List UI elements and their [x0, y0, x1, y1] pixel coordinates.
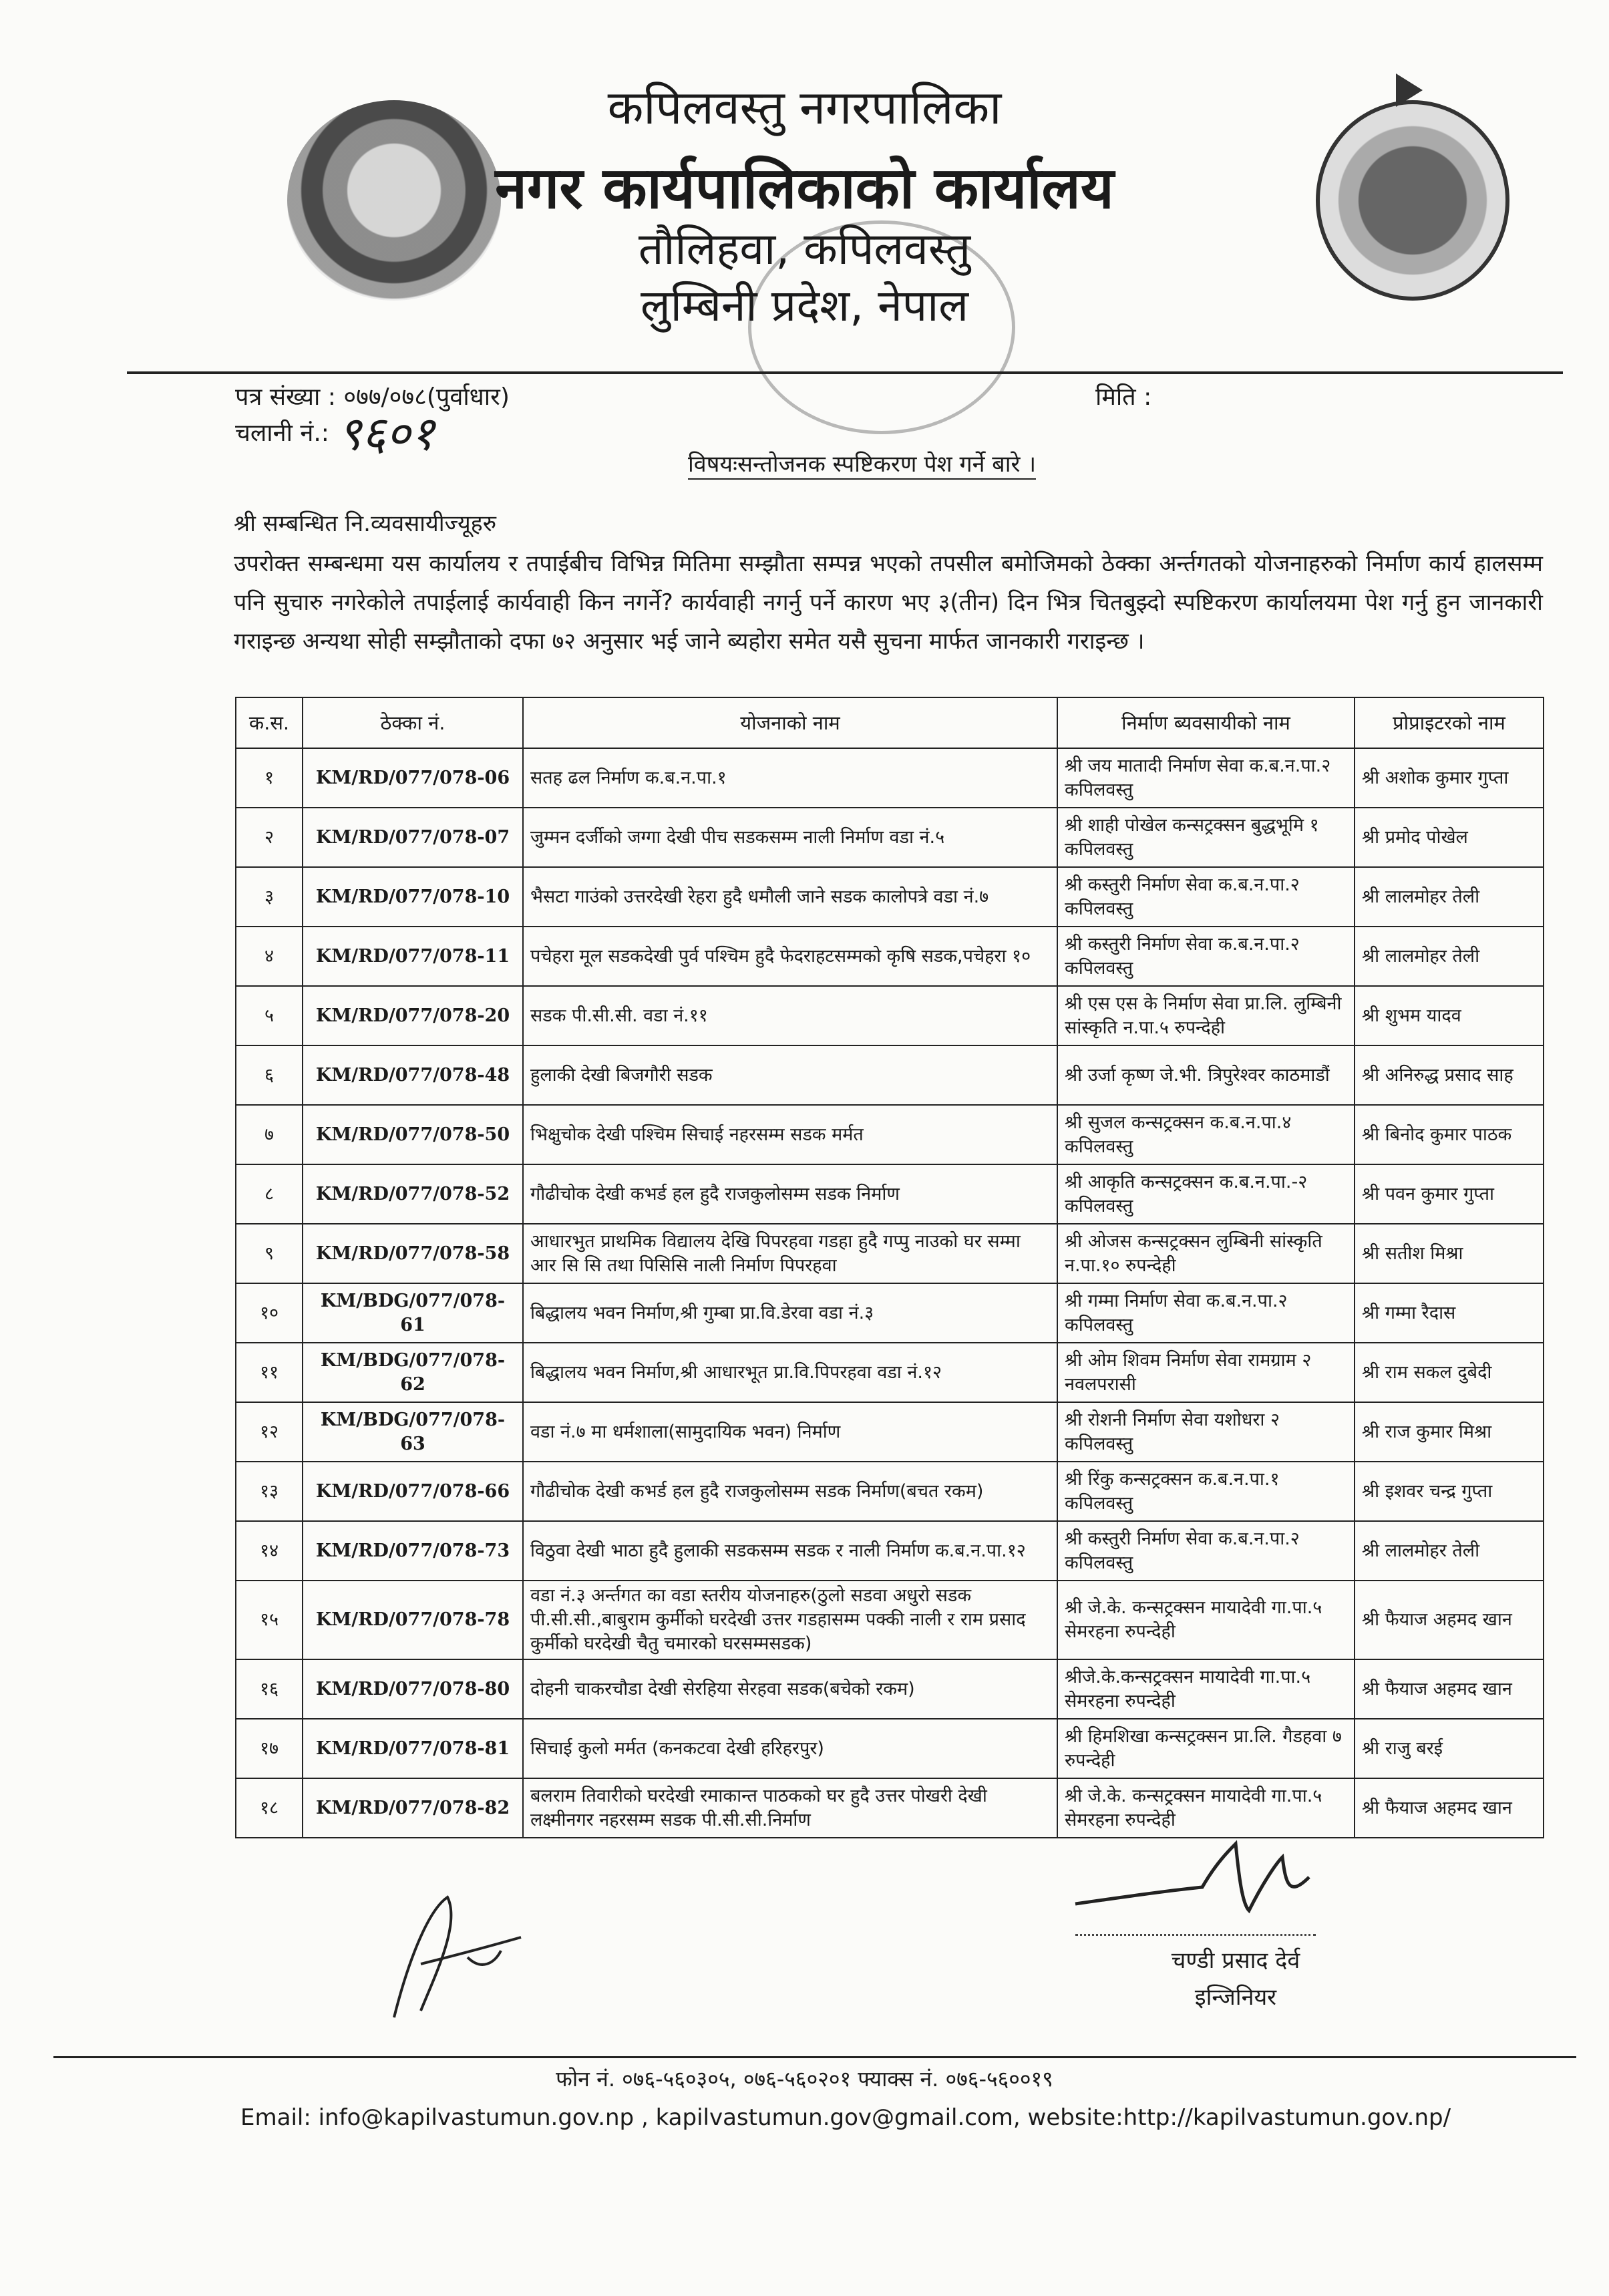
- row-project-name: विठुवा देखी भाठा हुदै हुलाकी सडकसम्म सडक र नाली निर्माण क.ब.न.पा.१२: [523, 1521, 1057, 1581]
- row-contractor: श्री हिमशिखा कन्सट्रक्सन प्रा.लि. गैडहवा ७ रुपन्देही: [1057, 1719, 1355, 1778]
- table-row: [236, 1402, 1544, 1462]
- row-proprietor: श्री शुभम यादव: [1355, 986, 1544, 1045]
- row-proprietor: श्री पवन कुमार गुप्ता: [1355, 1164, 1544, 1224]
- row-contract-no: KM/RD/077/078-81: [303, 1719, 523, 1778]
- row-contract-no: KM/RD/077/078-80: [303, 1659, 523, 1719]
- row-contractor: श्री रिंकु कन्सट्रक्सन क.ब.न.पा.१ कपिलवस्तु: [1057, 1462, 1355, 1521]
- row-proprietor: श्री लालमोहर तेली: [1355, 1521, 1544, 1581]
- table-row: [236, 748, 1544, 808]
- table-row: [236, 1224, 1544, 1283]
- row-project-name: पचेहरा मूल सडकदेखी पुर्व पश्चिम हुदै फेदराहटसम्मको कृषि सडक,पचेहरा १०: [523, 927, 1057, 986]
- row-project-name: गौढीचोक देखी कभर्ड हल हुदै राजकुलोसम्म सडक निर्माण(बचत रकम): [523, 1462, 1057, 1521]
- col-header-sn: क.स.: [236, 697, 303, 748]
- row-contract-no: KM/RD/077/078-48: [303, 1045, 523, 1105]
- row-sn: ७: [236, 1105, 303, 1164]
- dispatch-number-handwritten: ९६०१: [337, 406, 435, 461]
- table-row: [236, 986, 1544, 1045]
- row-contract-no: KM/RD/077/078-07: [303, 808, 523, 867]
- row-project-name: गौढीचोक देखी कभर्ड हल हुदै राजकुलोसम्म सडक निर्माण: [523, 1164, 1057, 1224]
- row-sn: १८: [236, 1778, 303, 1838]
- row-project-name: आधारभुत प्राथमिक विद्यालय देखि पिपरहवा गडहा हुदै गप्पु नाउको घर सम्मा आर सि सि तथा पिसिसि नाली निर्माण पिपरहवा: [523, 1224, 1057, 1283]
- row-sn: ३: [236, 867, 303, 927]
- row-contractor: श्री कस्तुरी निर्माण सेवा क.ब.न.पा.२ कपिलवस्तु: [1057, 927, 1355, 986]
- row-contract-no: KM/BDG/077/078-63: [303, 1402, 523, 1462]
- table-row: [236, 808, 1544, 867]
- row-sn: १३: [236, 1462, 303, 1521]
- row-sn: १४: [236, 1521, 303, 1581]
- row-sn: ११: [236, 1343, 303, 1402]
- row-proprietor: श्री अशोक कुमार गुप्ता: [1355, 748, 1544, 808]
- row-project-name: वडा नं.३ अर्न्तगत का वडा स्तरीय योजनाहरु(ठुलो सडवा अधुरो सडक पी.सी.सी.,बाबुराम कुर्मीको घरदेखी उत्तर गडहासम्म पक्की नाली र राम प्रसाद कुर्मीको घरदेखी चैतु चमारको घरसम्मसडक): [523, 1581, 1057, 1659]
- row-proprietor: श्री सतीश मिश्रा: [1355, 1224, 1544, 1283]
- left-signature: [367, 1884, 541, 2037]
- row-proprietor: श्री फैयाज अहमद खान: [1355, 1659, 1544, 1719]
- row-project-name: सिचाई कुलो मर्मत (कनकटवा देखी हरिहरपुर): [523, 1719, 1057, 1778]
- engineer-signature: [1069, 1824, 1322, 1931]
- footer-divider: [53, 2056, 1576, 2058]
- row-contract-no: KM/RD/077/078-20: [303, 986, 523, 1045]
- row-contract-no: KM/RD/077/078-10: [303, 867, 523, 927]
- row-proprietor: श्री राम सकल दुबेदी: [1355, 1343, 1544, 1402]
- row-contractor: श्री सुजल कन्सट्रक्सन क.ब.न.पा.४ कपिलवस्तु: [1057, 1105, 1355, 1164]
- row-contract-no: KM/BDG/077/078-62: [303, 1343, 523, 1402]
- row-contract-no: KM/RD/077/078-73: [303, 1521, 523, 1581]
- table-row: [236, 1719, 1544, 1778]
- signature-line: [1075, 1934, 1316, 1936]
- row-contractor: श्री ओजस कन्सट्रक्सन लुम्बिनी सांस्कृति न.पा.१० रुपन्देही: [1057, 1224, 1355, 1283]
- table-row: [236, 927, 1544, 986]
- table-row: [236, 1105, 1544, 1164]
- row-sn: ४: [236, 927, 303, 986]
- table-row: [236, 1462, 1544, 1521]
- row-project-name: जुम्मन दर्जीको जग्गा देखी पीच सडकसम्म नाली निर्माण वडा नं.५: [523, 808, 1057, 867]
- row-proprietor: श्री प्रमोद पोखेल: [1355, 808, 1544, 867]
- table-header-row: [236, 697, 1544, 748]
- row-contractor: श्री गम्मा निर्माण सेवा क.ब.न.पा.२ कपिलवस्तु: [1057, 1283, 1355, 1343]
- row-sn: १: [236, 748, 303, 808]
- row-contract-no: KM/RD/077/078-82: [303, 1778, 523, 1838]
- col-header-contractor: निर्माण ब्यवसायीको नाम: [1057, 697, 1355, 748]
- row-contract-no: KM/RD/077/078-52: [303, 1164, 523, 1224]
- row-proprietor: श्री बिनोद कुमार पाठक: [1355, 1105, 1544, 1164]
- row-proprietor: श्री फैयाज अहमद खान: [1355, 1581, 1544, 1659]
- header-municipality-name: कपिलवस्तु नगरपालिका: [607, 80, 1002, 135]
- table-row: [236, 1045, 1544, 1105]
- row-project-name: बलराम तिवारीको घरदेखी रमाकान्त पाठकको घर हुदै उत्तर पोखरी देखी लक्ष्मीनगर नहरसम्म सडक पी.सी.सी.निर्माण: [523, 1778, 1057, 1838]
- header-address-line: तौलिहवा, कपिलवस्तु: [638, 223, 971, 275]
- row-project-name: सडक पी.सी.सी. वडा नं.११: [523, 986, 1057, 1045]
- table-row: [236, 1581, 1544, 1659]
- col-header-proprietor: प्रोप्राइटरको नाम: [1355, 697, 1544, 748]
- row-contract-no: KM/RD/077/078-58: [303, 1224, 523, 1283]
- dispatch-label: चलानी नं.:: [235, 420, 329, 447]
- salutation: श्री सम्बन्धित नि.व्यवसायीज्यूहरु: [234, 510, 497, 537]
- row-proprietor: श्री अनिरुद्ध प्रसाद साह: [1355, 1045, 1544, 1105]
- signatory-title: इन्जिनियर: [1194, 1984, 1277, 2011]
- row-contractor: श्री एस एस के निर्माण सेवा प्रा.लि. लुम्बिनी सांस्कृति न.पा.५ रुपन्देही: [1057, 986, 1355, 1045]
- row-proprietor: श्री गम्मा रैदास: [1355, 1283, 1544, 1343]
- row-proprietor: श्री लालमोहर तेली: [1355, 927, 1544, 986]
- row-sn: ८: [236, 1164, 303, 1224]
- row-contract-no: KM/BDG/077/078-61: [303, 1283, 523, 1343]
- row-contract-no: KM/RD/077/078-50: [303, 1105, 523, 1164]
- body-paragraph: उपरोक्त सम्बन्धमा यस कार्यालय र तपाईबीच विभिन्न मितिमा सम्झौता सम्पन्न भएको तपसील बमोजिमको ठेक्का अर्न्तगतको योजनाहरुको निर्माण कार्य हालसम्म पनि सुचारु नगरेकोले तपाईलाई कार्यवाही किन नगर्ने? कार्यवाही नगर्नु पर्ने कारण भए ३(तीन) दिन भित्र चितबुझ्दो स्पष्टिकरण कार्यालयमा पेश गर्नु हुन जानकारी गराइन्छ अन्यथा सोही सम्झौताको दफा ७२ अनुसार भई जाने ब्यहोरा समेत यसै सुचना मार्फत जानकारी गराइन्छ ।: [234, 550, 1543, 655]
- row-contractor: श्रीजे.के.कन्सट्रक्सन मायादेवी गा.पा.५ सेमरहना रुपन्देही: [1057, 1659, 1355, 1719]
- table-row: [236, 1164, 1544, 1224]
- header-office-name: नगर कार्यपालिकाको कार्यालय: [495, 155, 1114, 222]
- table-row: [236, 1283, 1544, 1343]
- row-contractor: श्री रोशनी निर्माण सेवा यशोधरा २ कपिलवस्तु: [1057, 1402, 1355, 1462]
- footer-phone: फोन नं. ०७६-५६०३०५, ०७६-५६०२०१ फ्याक्स नं. ०७६-५६००१९: [556, 2066, 1053, 2092]
- row-sn: ६: [236, 1045, 303, 1105]
- row-sn: १६: [236, 1659, 303, 1719]
- row-sn: १७: [236, 1719, 303, 1778]
- row-contract-no: KM/RD/077/078-66: [303, 1462, 523, 1521]
- table-row: [236, 1778, 1544, 1838]
- letter-number: पत्र संख्या : ०७७/०७८(पुर्वाधार): [235, 383, 510, 411]
- subject-line: विषयःसन्तोजनक स्पष्टिकरण पेश गर्ने बारे ।: [688, 448, 1036, 480]
- table-row: [236, 1343, 1544, 1402]
- row-sn: १२: [236, 1402, 303, 1462]
- row-project-name: भैसटा गाउंको उत्तरदेखी रेहरा हुदै धमौली जाने सडक कालोपत्रे वडा नं.७: [523, 867, 1057, 927]
- col-header-contract-no: ठेक्का नं.: [303, 697, 523, 748]
- col-header-project: योजनाको नाम: [523, 697, 1057, 748]
- row-proprietor: श्री इशवर चन्द्र गुप्ता: [1355, 1462, 1544, 1521]
- row-proprietor: श्री राजु बरई: [1355, 1719, 1544, 1778]
- row-proprietor: श्री फैयाज अहमद खान: [1355, 1778, 1544, 1838]
- row-contract-no: KM/RD/077/078-78: [303, 1581, 523, 1659]
- header-province-line: लुम्बिनी प्रदेश, नेपाल: [640, 280, 969, 331]
- row-proprietor: श्री राज कुमार मिश्रा: [1355, 1402, 1544, 1462]
- signatory-name: चण्डी प्रसाद देर्व: [1171, 1947, 1300, 1974]
- contracts-table: [235, 697, 1544, 1838]
- row-contractor: श्री जे.के. कन्सट्रक्सन मायादेवी गा.पा.५ सेमरहना रुपन्देही: [1057, 1778, 1355, 1838]
- row-project-name: दोहनी चाकरचौडा देखी सेरहिया सेरहवा सडक(बचेको रकम): [523, 1659, 1057, 1719]
- row-contractor: श्री ओम शिवम निर्माण सेवा रामग्राम २ नवलपरासी: [1057, 1343, 1355, 1402]
- date-label: मिति :: [1095, 383, 1152, 411]
- table-row: [236, 1659, 1544, 1719]
- row-contract-no: KM/RD/077/078-11: [303, 927, 523, 986]
- row-project-name: वडा नं.७ मा धर्मशाला(सामुदायिक भवन) निर्माण: [523, 1402, 1057, 1462]
- footer-email: Email: info@kapilvastumun.gov.np , kapilvastumun.gov@gmail.com, website:http://kapilvastumun.gov.np/: [240, 2104, 1451, 2131]
- table-row: [236, 867, 1544, 927]
- table-row: [236, 1521, 1544, 1581]
- row-project-name: सतह ढल निर्माण क.ब.न.पा.१: [523, 748, 1057, 808]
- row-contractor: श्री कस्तुरी निर्माण सेवा क.ब.न.पा.२ कपिलवस्तु: [1057, 1521, 1355, 1581]
- row-contract-no: KM/RD/077/078-06: [303, 748, 523, 808]
- row-sn: १५: [236, 1581, 303, 1659]
- row-contractor: श्री आकृति कन्सट्रक्सन क.ब.न.पा.-२ कपिलवस्तु: [1057, 1164, 1355, 1224]
- row-sn: २: [236, 808, 303, 867]
- row-project-name: बिद्धालय भवन निर्माण,श्री गुम्बा प्रा.वि.डेरवा वडा नं.३: [523, 1283, 1057, 1343]
- row-contractor: श्री कस्तुरी निर्माण सेवा क.ब.न.पा.२ कपिलवस्तु: [1057, 867, 1355, 927]
- row-sn: ९: [236, 1224, 303, 1283]
- row-contractor: श्री शाही पोखेल कन्सट्रक्सन बुद्धभूमि १ कपिलवस्तु: [1057, 808, 1355, 867]
- row-proprietor: श्री लालमोहर तेली: [1355, 867, 1544, 927]
- row-project-name: हुलाकी देखी बिजगौरी सडक: [523, 1045, 1057, 1105]
- row-sn: ५: [236, 986, 303, 1045]
- row-contractor: श्री जे.के. कन्सट्रक्सन मायादेवी गा.पा.५ सेमरहना रुपन्देही: [1057, 1581, 1355, 1659]
- row-sn: १०: [236, 1283, 303, 1343]
- row-contractor: श्री उर्जा कृष्ण जे.भी. त्रिपुरेश्वर काठमाडौं: [1057, 1045, 1355, 1105]
- row-project-name: भिक्षुचोक देखी पश्चिम सिचाई नहरसम्म सडक मर्मत: [523, 1105, 1057, 1164]
- row-contractor: श्री जय मातादी निर्माण सेवा क.ब.न.पा.२ कपिलवस्तु: [1057, 748, 1355, 808]
- header-divider: [127, 371, 1563, 374]
- row-project-name: बिद्धालय भवन निर्माण,श्री आधारभूत प्रा.वि.पिपरहवा वडा नं.१२: [523, 1343, 1057, 1402]
